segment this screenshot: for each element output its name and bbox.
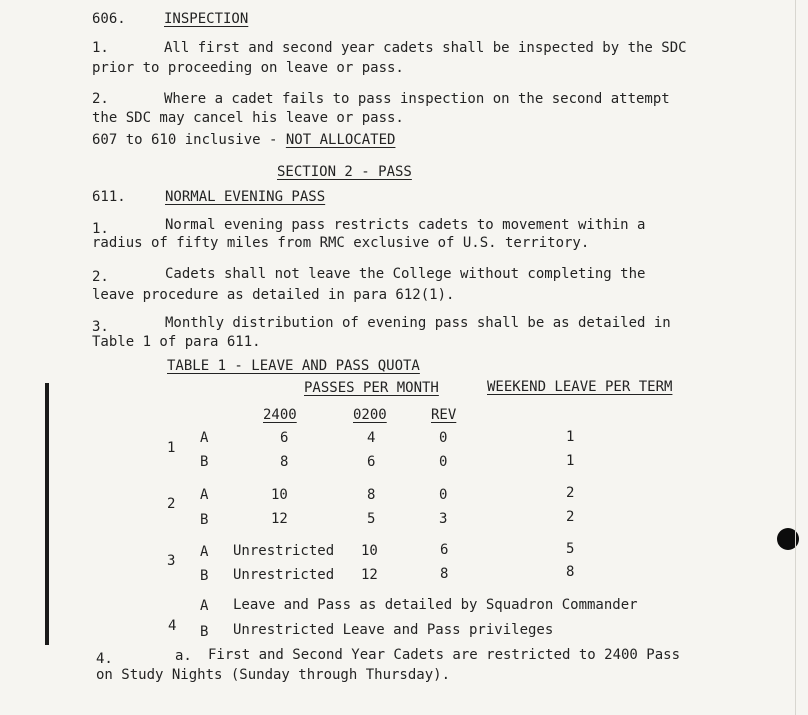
passes-per-month-header: PASSES PER MONTH xyxy=(304,380,439,396)
section-606-title: INSPECTION xyxy=(164,11,249,27)
row-1a-weekend: 1 xyxy=(566,429,575,445)
para-4-number: 4. xyxy=(96,651,113,667)
not-allocated-line xyxy=(92,131,395,149)
row-2a-2400: 10 xyxy=(271,487,288,503)
para-611-2-line2: leave procedure as detailed in para 612(1). xyxy=(92,287,455,303)
para-606-1-line2: prior to proceeding on leave or pass. xyxy=(92,60,404,76)
not-allocated-prefix: 607 to 610 inclusive - xyxy=(92,132,286,148)
row-4b-text: Unrestricted Leave and Pass privileges xyxy=(233,622,554,638)
row-1a-2400: 6 xyxy=(280,430,289,446)
para-606-1-number: 1. xyxy=(92,40,109,56)
row-1a-section: A xyxy=(200,430,209,446)
row-2b-rev: 3 xyxy=(439,511,448,527)
para-4-sub-letter: a. xyxy=(175,648,192,664)
row-1a-0200: 4 xyxy=(367,430,376,446)
para-611-1-line1: Normal evening pass restricts cadets to movement within a xyxy=(165,217,646,233)
page-edge xyxy=(795,0,796,715)
not-allocated-label: NOT ALLOCATED xyxy=(285,132,396,148)
column-rev-header: REV xyxy=(431,407,457,423)
column-0200-header: 0200 xyxy=(353,407,387,423)
row-3a-0200: 10 xyxy=(361,543,378,559)
row-2b-section: B xyxy=(200,512,209,528)
row-2b-weekend: 2 xyxy=(566,509,575,525)
row-2a-weekend: 2 xyxy=(566,485,575,501)
row-4b-section: B xyxy=(200,624,209,640)
para-4-line1: First and Second Year Cadets are restricted to 2400 Pass xyxy=(208,647,681,663)
row-2a-0200: 8 xyxy=(367,487,376,503)
row-3a-weekend: 5 xyxy=(566,541,575,557)
year-2-label: 2 xyxy=(167,496,176,512)
para-611-3-number: 3. xyxy=(92,319,109,335)
year-4-label: 4 xyxy=(168,618,177,634)
row-1b-2400: 8 xyxy=(280,454,289,470)
section-606-number: 606. xyxy=(92,11,126,27)
row-3a-2400: Unrestricted xyxy=(233,543,335,559)
row-3b-0200: 12 xyxy=(361,567,378,583)
para-606-2-line1: Where a cadet fails to pass inspection on the second attempt xyxy=(164,91,670,107)
table-title: TABLE 1 - LEAVE AND PASS QUOTA xyxy=(167,358,420,374)
row-2a-section: A xyxy=(200,487,209,503)
row-4a-text: Leave and Pass as detailed by Squadron Commander xyxy=(233,597,638,613)
margin-change-bar xyxy=(45,383,49,645)
row-2b-2400: 12 xyxy=(271,511,288,527)
row-1b-0200: 6 xyxy=(367,454,376,470)
para-611-1-number: 1. xyxy=(92,221,109,237)
row-3a-rev: 6 xyxy=(440,542,449,558)
row-3b-weekend: 8 xyxy=(566,564,575,580)
row-1b-weekend: 1 xyxy=(566,453,575,469)
para-606-2-line2: the SDC may cancel his leave or pass. xyxy=(92,110,404,126)
row-4a-section: A xyxy=(200,598,209,614)
para-611-2-number: 2. xyxy=(92,269,109,285)
para-611-3-line1: Monthly distribution of evening pass shall be as detailed in xyxy=(165,315,671,331)
row-1b-section: B xyxy=(200,454,209,470)
section-611-title: NORMAL EVENING PASS xyxy=(165,189,326,205)
para-606-1-line1: All first and second year cadets shall be inspected by the SDC xyxy=(164,40,687,56)
column-2400-header: 2400 xyxy=(263,407,297,423)
para-4-line2: on Study Nights (Sunday through Thursday). xyxy=(96,667,451,683)
row-2a-rev: 0 xyxy=(439,487,448,503)
row-3b-section: B xyxy=(200,568,209,584)
row-2b-0200: 5 xyxy=(367,511,376,527)
weekend-leave-header: WEEKEND LEAVE PER TERM xyxy=(487,379,673,395)
year-1-label: 1 xyxy=(167,440,176,456)
section-2-title: SECTION 2 - PASS xyxy=(277,164,412,180)
para-611-2-line1: Cadets shall not leave the College without completing the xyxy=(165,266,646,282)
row-1a-rev: 0 xyxy=(439,430,448,446)
row-3b-2400: Unrestricted xyxy=(233,567,335,583)
para-611-3-line2: Table 1 of para 611. xyxy=(92,334,261,350)
row-3b-rev: 8 xyxy=(440,566,449,582)
year-3-label: 3 xyxy=(167,553,176,569)
row-3a-section: A xyxy=(200,544,209,560)
para-611-1-line2: radius of fifty miles from RMC exclusive of U.S. territory. xyxy=(92,235,590,251)
row-1b-rev: 0 xyxy=(439,454,448,470)
section-611-number: 611. xyxy=(92,189,126,205)
para-606-2-number: 2. xyxy=(92,91,109,107)
